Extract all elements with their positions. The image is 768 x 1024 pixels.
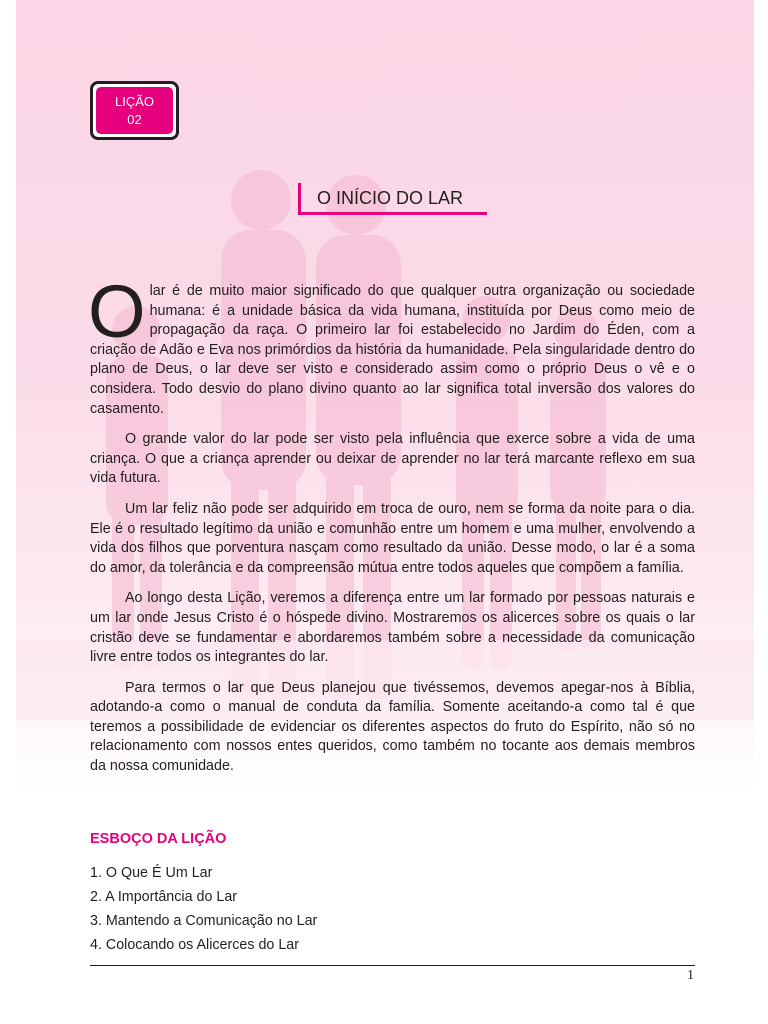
outline-list [90, 861, 317, 957]
paragraph-5: Para termos o lar que Deus planejou que tivéssemos, devemos apegar-nos à Bíblia, adotando-a como o manual de conduta da família. Somente aceitando-a como tal é que teremos a possibilidade de evidenciar os diferentes aspectos do fruto do Espírito, não só no relacionamento com nossos entes queridos, como também no tocante aos demais membros da nossa comunidade. [90, 679, 695, 775]
page-number: 1 [687, 968, 694, 983]
paragraph-4: Ao longo desta Lição, veremos a diferença entre um lar formado por pessoas naturais e um lar onde Jesus Cristo é o hóspede divino. Mostraremos os alicerces sobre os quais o lar cristão deve se fundamentar e abordaremos também sobre a necessidade da comunicação livre entre todos os integrantes do lar. [90, 590, 695, 666]
lesson-title: O INÍCIO DO LAR [298, 183, 487, 215]
outline-item: 4. Colocando os Alicerces do Lar [90, 937, 300, 953]
footer-rule [90, 965, 695, 966]
paragraph-2: O grande valor do lar pode ser visto pela influência que exerce sobre a vida de uma criança. O que a criança aprender ou deixar de aprender no lar terá marcante reflexo em sua vida futura. [90, 431, 695, 487]
outline-item: 3. Mantendo a Comunicação no Lar [90, 913, 318, 929]
lesson-label: LIÇÃO [114, 93, 154, 109]
intro-paragraph [88, 270, 695, 419]
paragraph-3: Um lar feliz não pode ser adquirido em troca de ouro, nem se forma da noite para o dia. Ele é o resultado legítimo da união e comunhão entre um homem e uma mulher, envolvendo a vida dos filhos que porventura nasçam como resultado da união. Desse modo, o lar é a soma do amor, da tolerância e da compreensão mútua entre todos aqueles que compõem a família. [90, 500, 695, 576]
outline-item: 2. A Importância do Lar [90, 889, 238, 905]
lesson-body [88, 270, 695, 788]
lesson-badge [90, 81, 179, 140]
outline-heading: ESBOÇO DA LIÇÃO [90, 831, 227, 847]
lesson-number: 02 [127, 111, 142, 127]
dropcap: O [88, 270, 146, 353]
outline-item: 1. O Que É Um Lar [90, 865, 213, 881]
intro-text: lar é de muito maior significado do que qualquer outra organização ou sociedade humana: é a unidade básica da vida humana, instituída por Deus como meio de propagação da raça. O primeiro lar foi estabelecido no Jardim do Éden, com a criação de Adão e Eva nos primórdios da história da humanidade. Pela singularidade dentro do plano de Deus, o lar deve ser visto e considerado assim como o próprio Deus o vê e o considera. Todo desvio do plano divino quanto ao lar significa total inversão dos valores do casamento. [90, 283, 695, 417]
